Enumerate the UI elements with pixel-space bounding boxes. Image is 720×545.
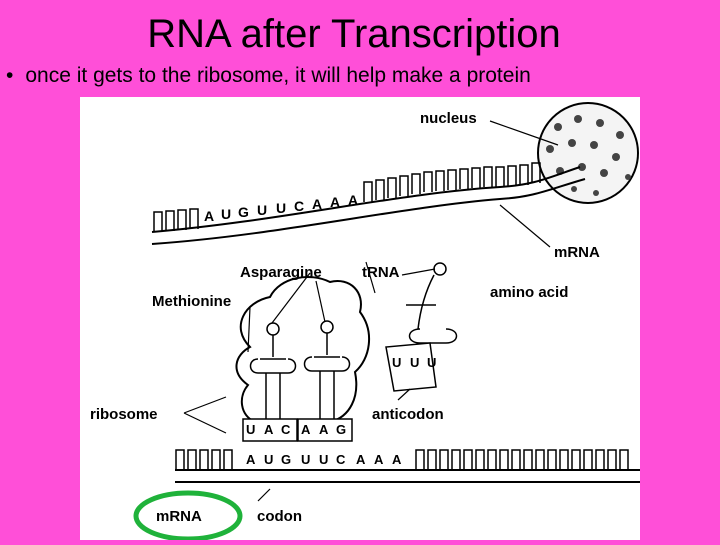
slide-title: RNA after Transcription (147, 12, 561, 56)
anticodon-base-4: A (301, 422, 311, 437)
label-nucleus: nucleus (420, 110, 477, 127)
anticodon-base-1: U (246, 422, 256, 437)
free-anticodon-base-3: U (427, 355, 437, 370)
bottom-base-8: A (374, 452, 384, 467)
top-base-3: G (238, 204, 249, 220)
bottom-base-6: C (336, 452, 346, 467)
top-base-4: U (257, 202, 268, 218)
bottom-base-5: U (319, 452, 329, 467)
free-trna (386, 263, 457, 391)
free-anticodon-base-2: U (410, 355, 420, 370)
top-base-9: A (348, 192, 359, 208)
bullet-point (6, 64, 531, 88)
bottom-base-1: A (246, 452, 256, 467)
label-mrna-bottom: mRNA (156, 508, 202, 525)
bottom-base-2: U (264, 452, 274, 467)
bottom-base-7: A (356, 452, 366, 467)
bottom-base-3: G (281, 452, 292, 467)
label-methionine: Methionine (152, 293, 232, 310)
label-asparagine: Asparagine (240, 264, 322, 281)
label-anticodon: anticodon (372, 406, 444, 423)
mrna-strand-top (152, 163, 585, 244)
label-codon: codon (257, 508, 302, 525)
top-base-5: U (276, 200, 287, 216)
translation-diagram (80, 97, 640, 540)
label-mrna-top: mRNA (554, 244, 600, 261)
leader-lines (184, 121, 558, 501)
bottom-base-9: A (392, 452, 402, 467)
label-ribosome: ribosome (90, 406, 158, 423)
top-base-7: A (312, 196, 323, 212)
label-trna: tRNA (362, 264, 400, 281)
bottom-base-4: U (301, 452, 311, 467)
mrna-strand-bottom (175, 450, 640, 482)
free-anticodon-base-1: U (392, 355, 402, 370)
diagram-svg (80, 97, 640, 540)
top-base-6: C (294, 198, 305, 214)
anticodon-base-2: A (264, 422, 274, 437)
ribosome-shape (236, 277, 369, 422)
label-amino-acid: amino acid (490, 284, 569, 301)
bullet-text: once it gets to the ribosome, it will help make a protein (25, 64, 531, 87)
anticodon-base-6: G (336, 422, 347, 437)
anticodon-base-3: C (281, 422, 291, 437)
bullet-marker: • (6, 64, 14, 87)
top-base-1: A (204, 208, 215, 224)
top-base-8: A (330, 194, 341, 210)
top-base-2: U (221, 206, 232, 222)
anticodon-base-5: A (319, 422, 329, 437)
